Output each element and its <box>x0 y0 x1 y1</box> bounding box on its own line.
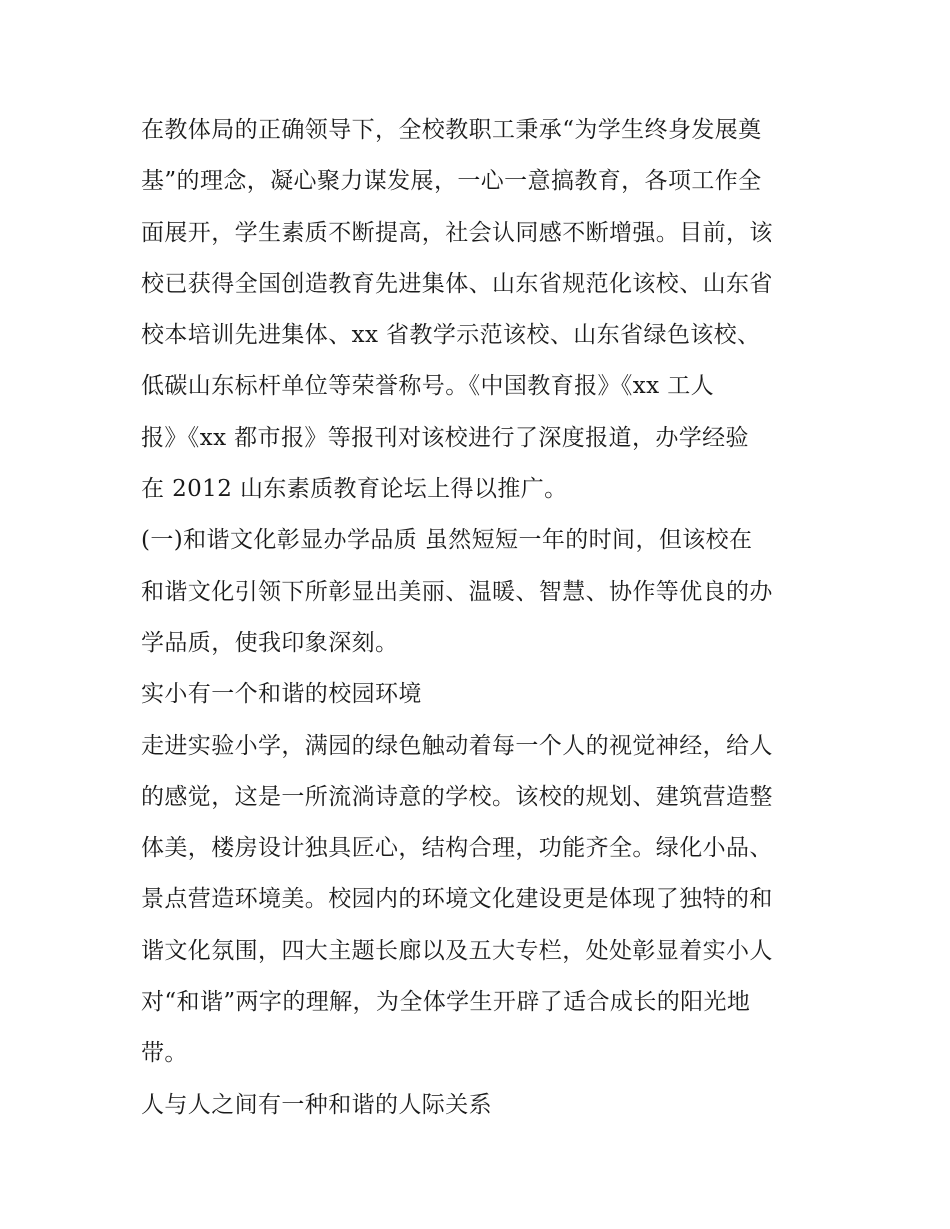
text-line: 报》《xx 都市报》等报刊对该校进行了深度报道，办学经验 <box>141 424 749 451</box>
text-line: 对“和谐”两字的理解，为全体学生开辟了适合成长的阳光地 <box>141 989 751 1016</box>
section-heading: (一)和谐文化彰显办学品质 虽然短短一年的时间，但该校在 <box>141 527 753 554</box>
text-line: 景点营造环境美。校园内的环境文化建设更是体现了独特的和 <box>141 886 773 913</box>
text-line: 校本培训先进集体、xx 省教学示范该校、山东省绿色该校、 <box>141 322 761 349</box>
text-line: 面展开，学生素质不断提高，社会认同感不断增强。目前，该 <box>141 219 773 246</box>
text-line: 体美，楼房设计独具匠心，结构合理，功能齐全。绿化小品、 <box>141 835 773 862</box>
text-line: 的感觉，这是一所流淌诗意的学校。该校的规划、建筑营造整 <box>141 783 773 810</box>
text-line: 校已获得全国创造教育先进集体、山东省规范化该校、山东省 <box>141 270 773 297</box>
text-line: 低碳山东标杆单位等荣誉称号。《中国教育报》《xx 工人 <box>141 373 715 400</box>
text-line: 走进实验小学，满园的绿色触动着每一个人的视觉神经，给人 <box>141 732 773 759</box>
subheading: 人与人之间有一种和谐的人际关系 <box>141 1091 492 1118</box>
text-line: 在教体局的正确领导下，全校教职工秉承“为学生终身发展奠 <box>141 117 762 143</box>
text-line: 带。 <box>141 1040 188 1067</box>
text-line: 和谐文化引领下所彰显出美丽、温暖、智慧、协作等优良的办 <box>141 578 773 605</box>
text-line: 学品质，使我印象深刻。 <box>141 629 399 656</box>
text-line: 谐文化氛围，四大主题长廊以及五大专栏，处处彰显着实小人 <box>141 937 773 964</box>
document-body <box>141 105 821 1131</box>
text-line: 在 2012 山东素质教育论坛上得以推广。 <box>141 476 568 503</box>
subheading: 实小有一个和谐的校园环境 <box>141 681 422 708</box>
text-line: 基”的理念，凝心聚力谋发展，一心一意搞教育，各项工作全 <box>141 168 762 195</box>
